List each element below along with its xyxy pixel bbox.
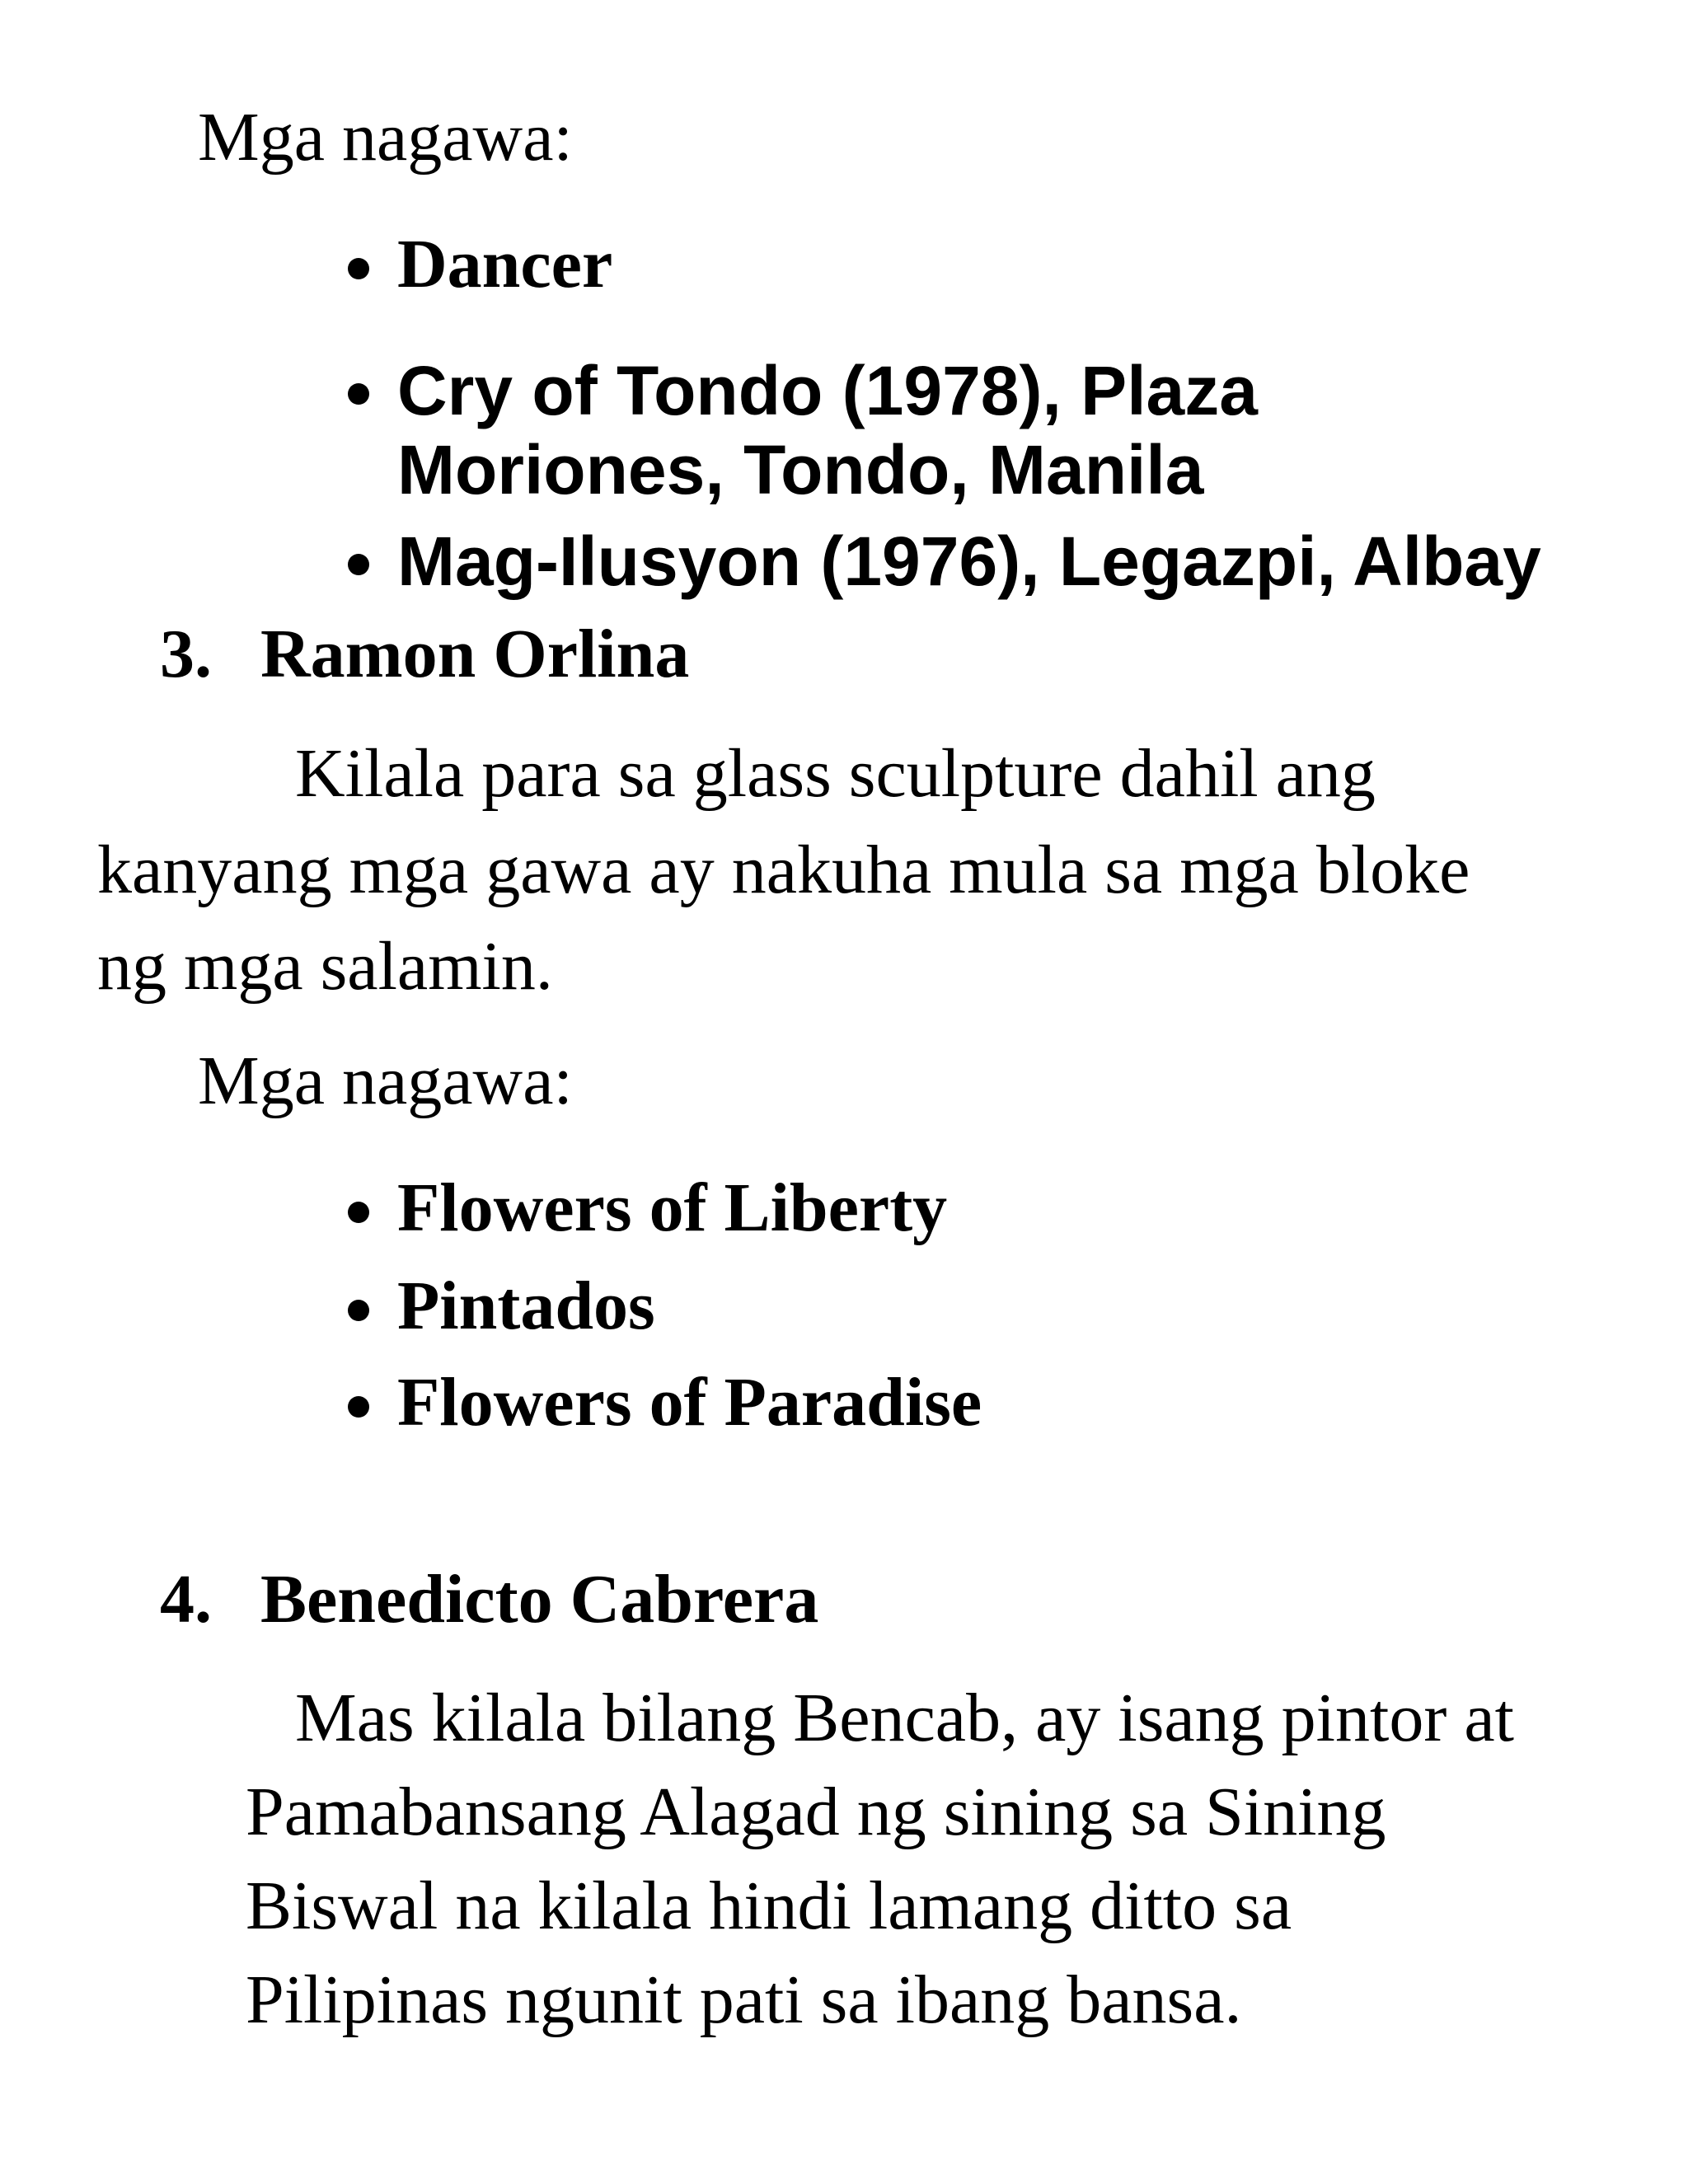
bullet-icon (348, 1202, 369, 1223)
artist-name: Ramon Orlina (260, 616, 690, 692)
works-list-item: Flowers of Liberty (397, 1169, 948, 1246)
works-heading: Mga nagawa: (198, 1043, 573, 1119)
description-line: kanyang mga gawa ay nakuha mula sa mga bloke (97, 832, 1470, 908)
section-number: 3. (160, 616, 212, 692)
description-line: ng mga salamin. (97, 928, 553, 1005)
works-list-item: Pintados (397, 1268, 655, 1344)
artist-name: Benedicto Cabrera (260, 1561, 819, 1638)
description-line: Kilala para sa glass sculpture dahil ang (295, 735, 1376, 812)
description-line: Biswal na kilala hindi lamang ditto sa (246, 1868, 1292, 1944)
description-line: Mas kilala bilang Bencab, ay isang pintor at (295, 1680, 1514, 1756)
works-heading: Mga nagawa: (198, 99, 573, 176)
works-list-item: Cry of Tondo (1978), Plaza (397, 352, 1258, 429)
bullet-icon (348, 1396, 369, 1418)
bullet-icon (348, 383, 369, 405)
works-list-item: Mag-Ilusyon (1976), Legazpi, Albay (397, 523, 1541, 600)
works-list-item: Dancer (397, 226, 613, 302)
description-line: Pamabansang Alagad ng sining sa Sining (246, 1774, 1386, 1850)
works-list-item-continuation: Moriones, Tondo, Manila (397, 431, 1204, 509)
description-line: Pilipinas ngunit pati sa ibang bansa. (246, 1961, 1242, 2038)
works-list-item: Flowers of Paradise (397, 1364, 982, 1441)
bullet-icon (348, 554, 369, 575)
bullet-icon (348, 258, 369, 279)
bullet-icon (348, 1300, 369, 1321)
section-number: 4. (160, 1561, 212, 1638)
